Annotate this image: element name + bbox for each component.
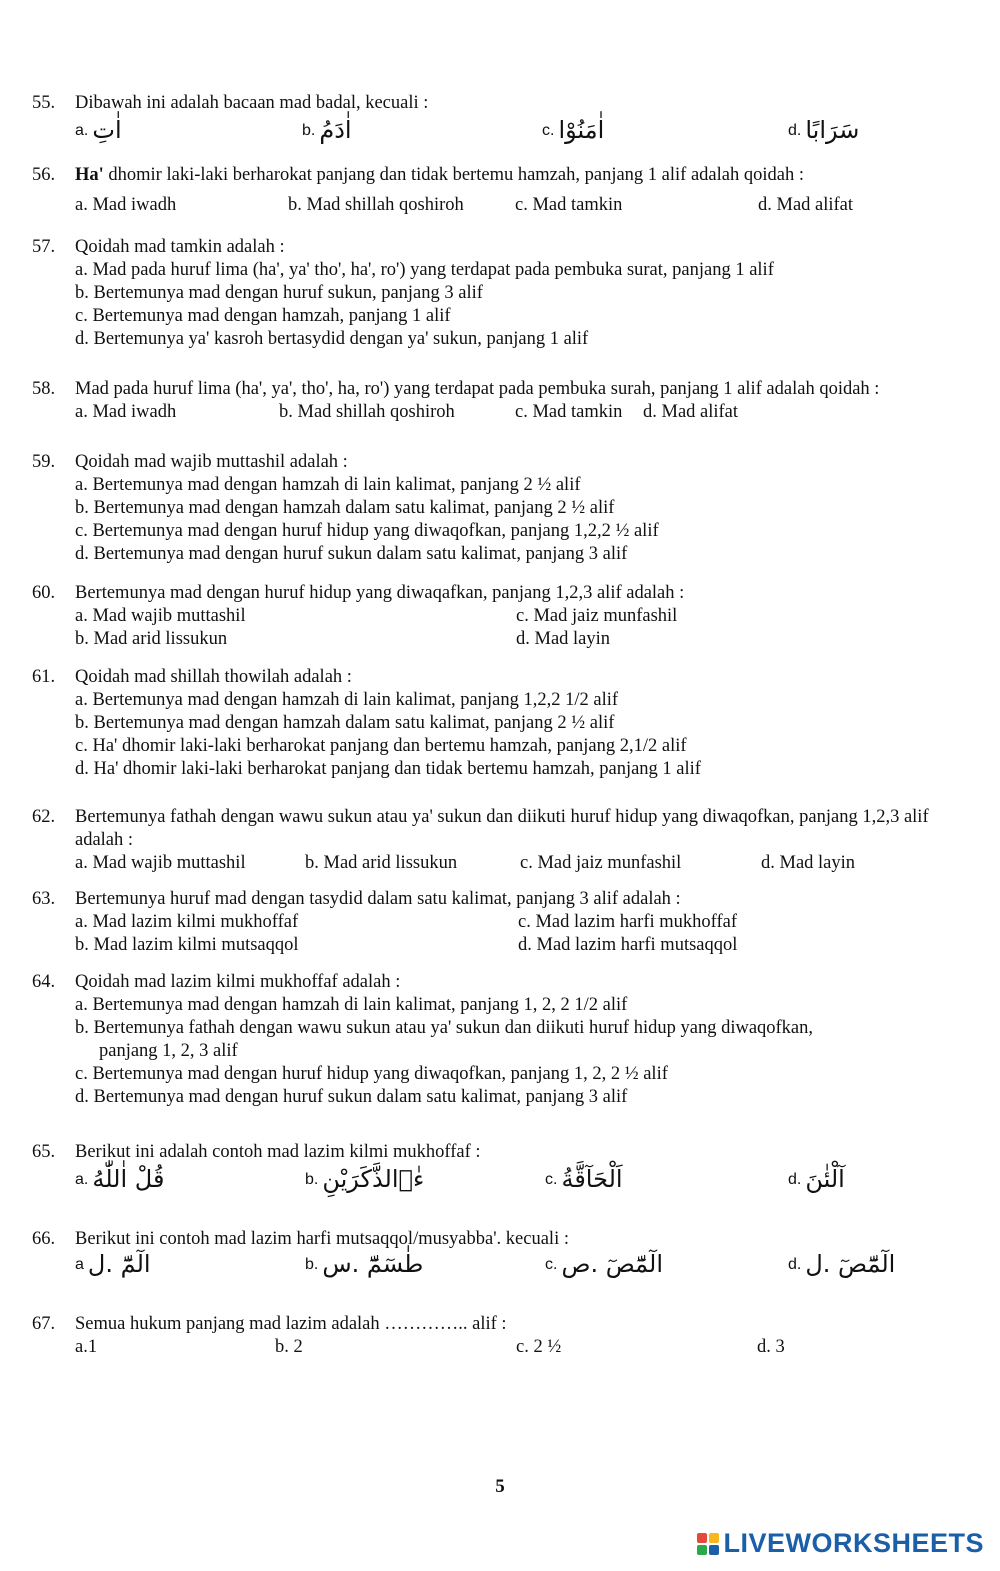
option-d[interactable]: d. Mad layin [761,853,856,873]
question-60 [32,582,960,651]
option-b[interactable]: b. ءٰۤالذَّكَرَيْنِ [305,1165,425,1193]
question-67 [32,1313,960,1359]
option-c[interactable]: c. Bertemunya mad dengan hamzah, panjang 1 alif [75,306,451,326]
option-a[interactable]: a. Bertemunya mad dengan hamzah di lain kalimat, panjang 2 ½ alif [75,475,581,495]
option-a[interactable]: a. اٰتِ [75,116,122,144]
option-b[interactable]: b. Mad shillah qoshiroh [279,402,455,422]
option-d[interactable]: d. Bertemunya mad dengan huruf sukun dalam satu kalimat, panjang 3 alif [75,1087,628,1107]
option-d[interactable]: d. Mad alifat [643,402,739,422]
question-number: 66. [32,1229,56,1249]
option-c[interactable]: c. اٰمَنُوْا [542,116,605,144]
question-64 [32,971,960,1109]
brand-name: LIVEWORKSHEETS [723,1528,984,1558]
question-61 [32,666,960,781]
mark-square-yellow [709,1533,719,1543]
option-a[interactable]: a. Mad iwadh [75,195,177,215]
question-text: Bertemunya mad dengan huruf hidup yang diwaqafkan, panjang 1,2,3 alif adalah : [75,583,685,603]
question-text: Qoidah mad wajib muttashil adalah : [75,452,348,472]
option-a[interactable]: a. Mad lazim kilmi mukhoffaf [75,912,299,932]
option-b[interactable]: b. Bertemunya mad dengan hamzah dalam satu kalimat, panjang 2 ½ alif [75,498,615,518]
page-number: 5 [495,1476,505,1497]
option-d[interactable]: d. آلْئٰنَ [788,1165,845,1193]
question-text: Berikut ini contoh mad lazim harfi mutsaqqol/musyabba'. kecuali : [75,1229,569,1249]
question-text: Ha' dhomir laki-laki berharokat panjang dan tidak bertemu hamzah, panjang 1 alif adalah qoidah : [75,165,804,185]
question-text: Bertemunya fathah dengan wawu sukun atau ya' sukun dan diikuti huruf hidup yang diwaqofkan, panjang 1,2,3 alif adalah : [75,807,929,850]
question-text: Semua hukum panjang mad lazim adalah ………….. alif : [75,1314,507,1334]
question-59 [32,451,960,566]
option-c[interactable]: c. اَلْحَآقَّةُ [545,1165,623,1193]
question-number: 64. [32,972,56,992]
option-b[interactable]: b. Bertemunya mad dengan hamzah dalam satu kalimat, panjang 2 ½ alif [75,713,615,733]
option-d[interactable]: d. سَرَابًا [788,116,860,144]
option-c[interactable]: c. Bertemunya mad dengan huruf hidup yang diwaqofkan, panjang 1, 2, 2 ½ alif [75,1064,668,1084]
option-a[interactable]: a. Mad iwadh [75,402,177,422]
option-a[interactable]: a. قُلْ اٰللّٰهُ [75,1165,165,1193]
question-text: Qoidah mad lazim kilmi mukhoffaf adalah : [75,972,401,992]
option-b-continued: panjang 1, 2, 3 alif [99,1041,238,1061]
question-number: 65. [32,1142,56,1162]
option-c[interactable]: c. الٓمّٓصٓ .ص [545,1250,663,1278]
question-text: Mad pada huruf lima (ha', ya', tho', ha, ro') yang terdapat pada pembuka surah, panjang 1 alif adalah qoidah : [75,379,880,399]
option-d[interactable]: d. Bertemunya mad dengan huruf sukun dalam satu kalimat, panjang 3 alif [75,544,628,564]
mark-square-green [697,1545,707,1555]
option-b[interactable]: b. Mad shillah qoshiroh [288,195,464,215]
question-56 [32,164,960,217]
mark-square-red [697,1533,707,1543]
option-a[interactable]: a.1 [75,1337,98,1357]
option-b[interactable]: b. Mad lazim kilmi mutsaqqol [75,935,299,955]
question-number: 57. [32,237,56,257]
question-number: 63. [32,889,56,909]
option-b[interactable]: b. Bertemunya mad dengan huruf sukun, panjang 3 alif [75,283,483,303]
option-d[interactable]: d. Mad lazim harfi mutsaqqol [518,935,738,955]
question-text: Qoidah mad tamkin adalah : [75,237,285,257]
option-c[interactable]: c. Bertemunya mad dengan huruf hidup yang diwaqofkan, panjang 1,2,2 ½ alif [75,521,659,541]
option-d[interactable]: d. Ha' dhomir laki-laki berharokat panjang dan tidak bertemu hamzah, panjang 1 alif [75,759,701,779]
question-63 [32,888,960,957]
mark-square-blue [709,1545,719,1555]
option-a[interactable]: a الٓمّٓ .ل [75,1250,151,1278]
option-c[interactable]: c. Mad jaiz munfashil [520,853,682,873]
option-a[interactable]: a. Bertemunya mad dengan hamzah di lain kalimat, panjang 1,2,2 1/2 alif [75,690,619,710]
question-number: 60. [32,583,56,603]
option-c[interactable]: c. 2 ½ [516,1337,562,1357]
option-b[interactable]: b. طٰسٓمّٓ .س [305,1250,424,1278]
option-a[interactable]: a. Mad wajib muttashil [75,606,246,626]
question-65 [32,1141,960,1198]
option-d[interactable]: d. Bertemunya ya' kasroh bertasydid dengan ya' sukun, panjang 1 alif [75,329,589,349]
option-b[interactable]: b. Bertemunya fathah dengan wawu sukun atau ya' sukun dan diikuti huruf hidup yang diwaqofkan, [75,1018,814,1038]
option-a[interactable]: a. Mad pada huruf lima (ha', ya' tho', ha', ro') yang terdapat pada pembuka surat, panjang 1 alif [75,260,774,280]
option-a[interactable]: a. Bertemunya mad dengan hamzah di lain kalimat, panjang 1, 2, 2 1/2 alif [75,995,628,1015]
question-55 [32,92,960,145]
option-c[interactable]: c. Mad tamkin [515,402,623,422]
question-number: 61. [32,667,56,687]
option-b[interactable]: b. Mad arid lissukun [305,853,458,873]
option-d[interactable]: d. الٓمّٓصٓ .ل [788,1250,896,1278]
option-c[interactable]: c. Ha' dhomir laki-laki berharokat panjang dan bertemu hamzah, panjang 2,1/2 alif [75,736,687,756]
question-number: 62. [32,807,56,827]
question-text: Bertemunya huruf mad dengan tasydid dalam satu kalimat, panjang 3 alif adalah : [75,889,681,909]
option-c[interactable]: c. Mad lazim harfi mukhoffaf [518,912,738,932]
question-number: 56. [32,165,56,185]
option-d[interactable]: d. 3 [757,1337,785,1357]
question-text: Berikut ini adalah contoh mad lazim kilmi mukhoffaf : [75,1142,481,1162]
question-57 [32,236,960,351]
question-text: Qoidah mad shillah thowilah adalah : [75,667,352,687]
option-d[interactable]: d. Mad alifat [758,195,854,215]
option-b[interactable]: b. Mad arid lissukun [75,629,228,649]
option-a[interactable]: a. Mad wajib muttashil [75,853,246,873]
question-text: Dibawah ini adalah bacaan mad badal, kecuali : [75,93,429,113]
question-66 [32,1228,960,1285]
question-number: 67. [32,1314,56,1334]
option-c[interactable]: c. Mad tamkin [515,195,623,215]
option-b[interactable]: b. 2 [275,1337,303,1357]
question-number: 59. [32,452,56,472]
liveworksheets-mark-icon [697,1533,719,1555]
option-b[interactable]: b. اٰدَمُ [302,116,352,144]
option-c[interactable]: c. Mad jaiz munfashil [516,606,678,626]
question-58 [32,378,960,424]
question-number: 58. [32,379,56,399]
question-number: 55. [32,93,56,113]
option-d[interactable]: d. Mad layin [516,629,611,649]
liveworksheets-logo [697,1528,984,1559]
question-62 [32,806,960,875]
